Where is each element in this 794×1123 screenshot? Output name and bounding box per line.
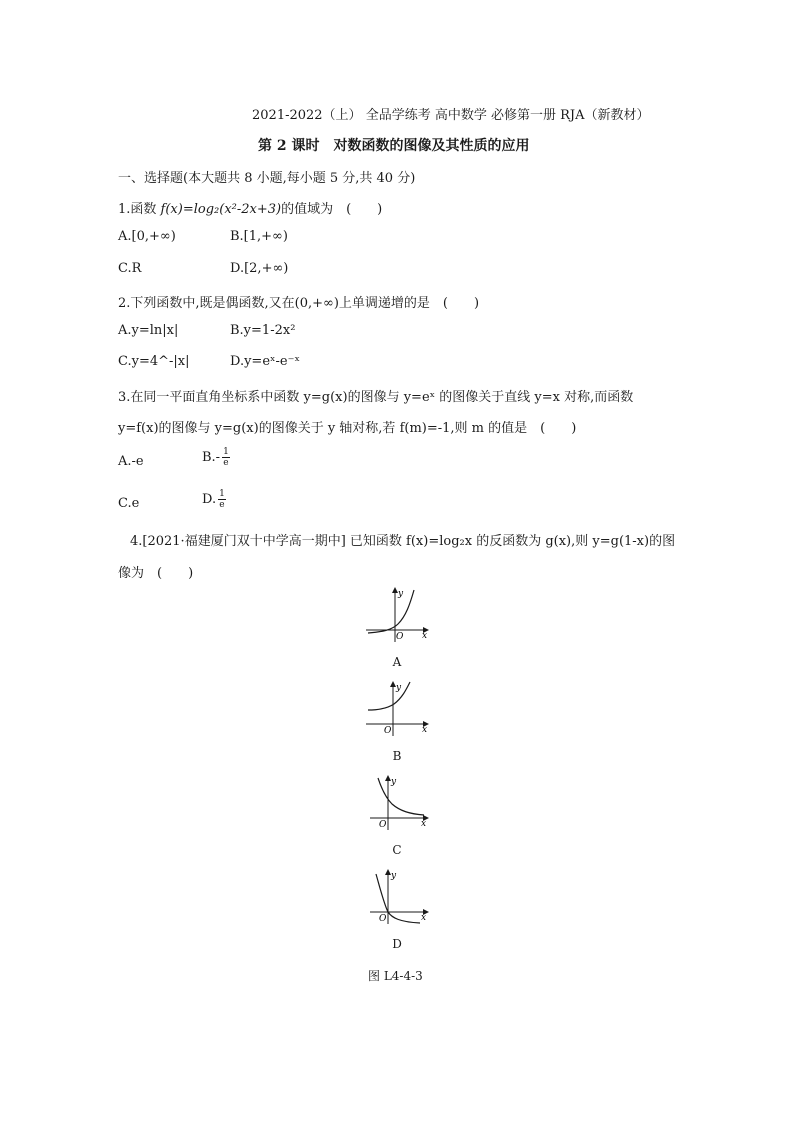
curve — [368, 590, 414, 633]
q2-option-c: C.y=4^-|x| — [118, 354, 190, 369]
graph-c — [366, 774, 436, 832]
book-header: 2021-2022（上） 全品学练考 高中数学 必修第一册 RJA（新教材） — [252, 108, 650, 123]
x-label: x — [421, 819, 427, 829]
q3-option-d — [202, 489, 226, 510]
origin-label: O — [379, 820, 387, 830]
q3-option-a: A.-e — [118, 454, 144, 469]
q1-option-a: A.[0,+∞) — [118, 229, 176, 244]
x-label: x — [421, 913, 427, 923]
q1-option-c: C.R — [118, 261, 142, 276]
q3-option-b-fraction — [222, 447, 230, 468]
y-label: y — [391, 871, 397, 881]
graph-b-label: B — [392, 749, 402, 763]
fraction-numerator: 1 — [223, 447, 229, 457]
q1-expr: f(x)=log₂(x²-2x+3) — [160, 202, 282, 217]
curve — [378, 778, 424, 815]
q2-option-b: B.y=1-2x² — [230, 323, 296, 338]
origin-label: O — [379, 914, 387, 924]
curve — [368, 682, 410, 710]
y-label: y — [391, 777, 397, 787]
q2-option-d: D.y=eˣ-e⁻ˣ — [230, 354, 300, 369]
graph-b — [362, 680, 434, 738]
q1-option-d: D.[2,+∞) — [230, 261, 289, 276]
figure-caption: 图 L4-4-3 — [368, 969, 423, 983]
question-1 — [118, 198, 382, 217]
question-3-line-1: 3.在同一平面直角坐标系中函数 y=g(x)的图像与 y=eˣ 的图像关于直线 y=x 对称,而函数 — [118, 390, 634, 405]
graph-d-label: D — [392, 937, 402, 951]
q3-option-b — [202, 447, 230, 468]
q3-option-d-prefix: D. — [202, 492, 217, 507]
q2-option-a: A.y=ln|x| — [118, 323, 179, 338]
x-label: x — [422, 725, 428, 735]
origin-label: O — [396, 632, 404, 642]
graph-a — [362, 586, 434, 644]
origin-label: O — [384, 726, 392, 736]
question-2: 2.下列函数中,既是偶函数,又在(0,+∞)上单调递增的是 ( ) — [118, 296, 480, 311]
q1-suffix: 的值域为 ( ) — [281, 202, 383, 217]
q3-option-d-fraction — [218, 489, 226, 510]
q1-option-b: B.[1,+∞) — [230, 229, 288, 244]
question-4-line-1: 4.[2021·福建厦门双十中学高一期中] 已知函数 f(x)=log₂x 的反函数为 g(x),则 y=g(1-x)的图 — [130, 534, 676, 549]
question-4-line-2: 像为 ( ) — [118, 566, 194, 581]
q1-prefix: 1.函数 — [118, 202, 161, 217]
fraction-denominator: e — [219, 500, 225, 510]
fraction-denominator: e — [223, 458, 229, 468]
lesson-title: 第 2 课时 对数函数的图像及其性质的应用 — [258, 138, 530, 154]
question-3-line-2: y=f(x)的图像与 y=g(x)的图像关于 y 轴对称,若 f(m)=-1,则 m 的值是 ( ) — [118, 421, 577, 436]
graph-a-label: A — [392, 655, 402, 669]
fraction-numerator: 1 — [219, 489, 225, 499]
y-label: y — [398, 589, 404, 599]
y-label: y — [396, 683, 402, 693]
graph-c-label: C — [392, 843, 402, 857]
q3-option-c: C.e — [118, 496, 140, 511]
q3-option-b-prefix: B.- — [202, 450, 221, 465]
section-heading: 一、选择题(本大题共 8 小题,每小题 5 分,共 40 分) — [118, 171, 416, 186]
x-label: x — [422, 631, 428, 641]
graph-d — [366, 868, 436, 926]
